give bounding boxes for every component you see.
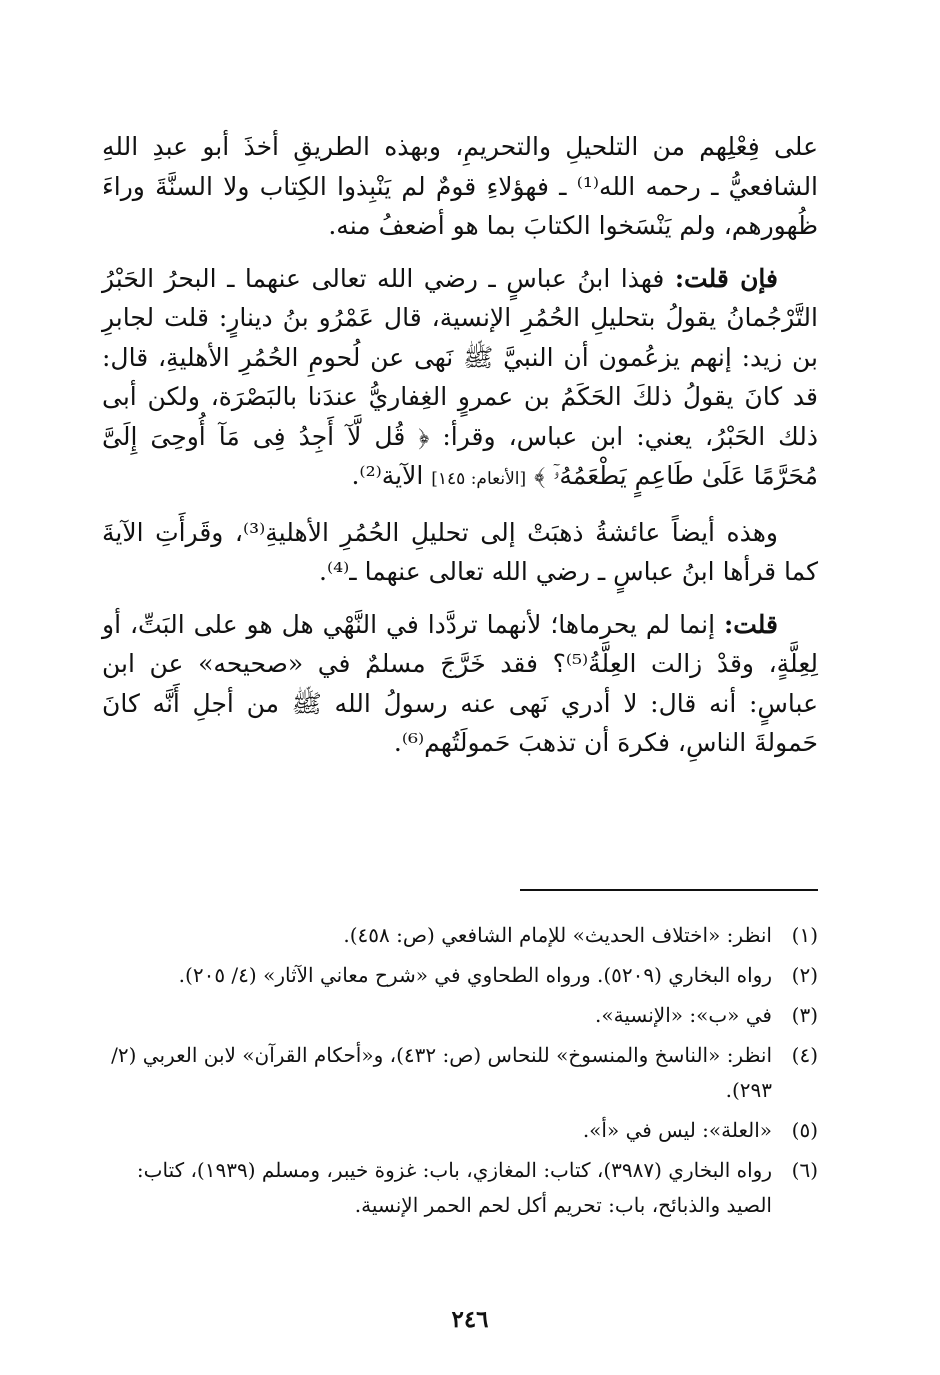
footnote-item — [102, 958, 818, 993]
page-number: ٢٤٦ — [451, 1306, 489, 1333]
paragraph-2 — [102, 259, 818, 500]
footnote-item — [102, 918, 818, 953]
paragraph-4 — [102, 605, 818, 763]
paragraph-4-text: إنما لم يحرماها؛ لأنهما تردَّدا في النَّهْي هل هو على البَتِّ، أو لِعِلَّةٍ، وقدْ زالت العِلَّةُ⁽⁵⁾؟ فقد خَرَّجَ مسلمٌ في «صحيحه» عن ابن عباسٍ: أنه قال: لا أدري نَهى عنه رسولُ الله ﷺ من أجلِ أَنَّه كانَ حَمولةَ الناسِ، فكرهَ أن تذهبَ حَمولَتُهم⁽⁶⁾. — [102, 609, 818, 757]
footnote-item — [102, 998, 818, 1033]
footnote-divider — [520, 889, 818, 891]
footnote-number: (٣) — [791, 1003, 818, 1027]
objection-lead: فإن قلت: — [674, 263, 778, 293]
main-text — [102, 127, 818, 776]
footnote-number: (٥) — [791, 1118, 818, 1142]
footnote-number: (٦) — [791, 1158, 818, 1182]
footnote-text: في «ب»: «الإنسية». — [595, 1003, 772, 1027]
footnote-text: انظر: «الناسخ والمنسوخ» للنحاس (ص: ٤٣٢)، و«أحكام القرآن» لابن العربي (٢/ ٢٩٣). — [111, 1043, 772, 1102]
footnote-text: «العلة»: ليس في «أ». — [582, 1118, 772, 1142]
footnote-item — [102, 1038, 818, 1108]
reply-lead: قلت: — [723, 609, 778, 639]
footnote-number: (٤) — [791, 1043, 818, 1067]
paragraph-2-text: فهذا ابنُ عباسٍ ـ رضي الله تعالى عنهما ـ البحرُ الحَبْرُ التَّرْجُمانُ يقولُ بتحليلِ الحُمُرِ الإنسية، قال عَمْرُو بنُ دينارٍ: قلت لجابرِ بن زيد: إنهم يزعُمون أن النبيَّ ﷺ نَهى عن لُحومِ الحُمُرِ الأهليةِ، قال: قد كانَ يقولُ ذلكَ الحَكَمُ بن عمروٍ الغِفاريُّ عندَنا بالبَصْرَة، ولكن أبى ذلك الحَبْرُ، يعني: ابن عباس، وقرأ: ﴿ قُل لَّآ أَجِدُ فِى مَآ أُوحِىَ إِلَىَّ مُحَرَّمًا عَلَىٰ طَاعِمٍ يَطْعَمُهُۥٓ ﴾ — [102, 263, 818, 490]
footnote-text: انظر: «اختلاف الحديث» للإمام الشافعي (ص: ٤٥٨). — [343, 923, 772, 947]
paragraph-3: وهذه أيضاً عائشةُ ذهبَتْ إلى تحليلِ الحُمُرِ الأهليةِ⁽³⁾، وقَرأَتِ الآيةَ كما قرأها ابنُ عباسٍ ـ رضي الله تعالى عنهما ـ⁽⁴⁾. — [102, 517, 818, 586]
quran-reference: [الأنعام: ١٤٥] — [431, 469, 527, 489]
paragraph-1: على فِعْلِهم من التلحيلِ والتحريمِ، وبهذه الطريقِ أخذَ أبو عبدِ اللهِ الشافعيُّ ـ رحمه الله⁽¹⁾ ـ فهؤلاءِ قومٌ لم يَنْبِذوا الكِتاب ولا السنَّةَ وراءَ ظُهورهم، ولم يَنْسَخوا الكتابَ بما هو أضعفُ منه. — [102, 132, 819, 240]
footnote-item — [102, 1113, 818, 1148]
footnotes — [102, 918, 818, 1228]
footnote-text: رواه البخاري (٥٢٠٩). ورواه الطحاوي في «شرح معاني الآثار» (٤/ ٢٠٥). — [178, 963, 772, 987]
footnote-text: رواه البخاري (٣٩٨٧)، كتاب: المغازي، باب: غزوة خيبر، ومسلم (١٩٣٩)، كتاب: الصيد والذبائح، باب: تحريم أكل لحم الحمر الإنسية. — [136, 1158, 772, 1217]
paragraph-2-tail: الآية⁽²⁾. — [351, 461, 432, 490]
footnote-number: (١) — [791, 923, 818, 947]
footnote-number: (٢) — [791, 963, 818, 987]
footnote-item — [102, 1153, 818, 1223]
